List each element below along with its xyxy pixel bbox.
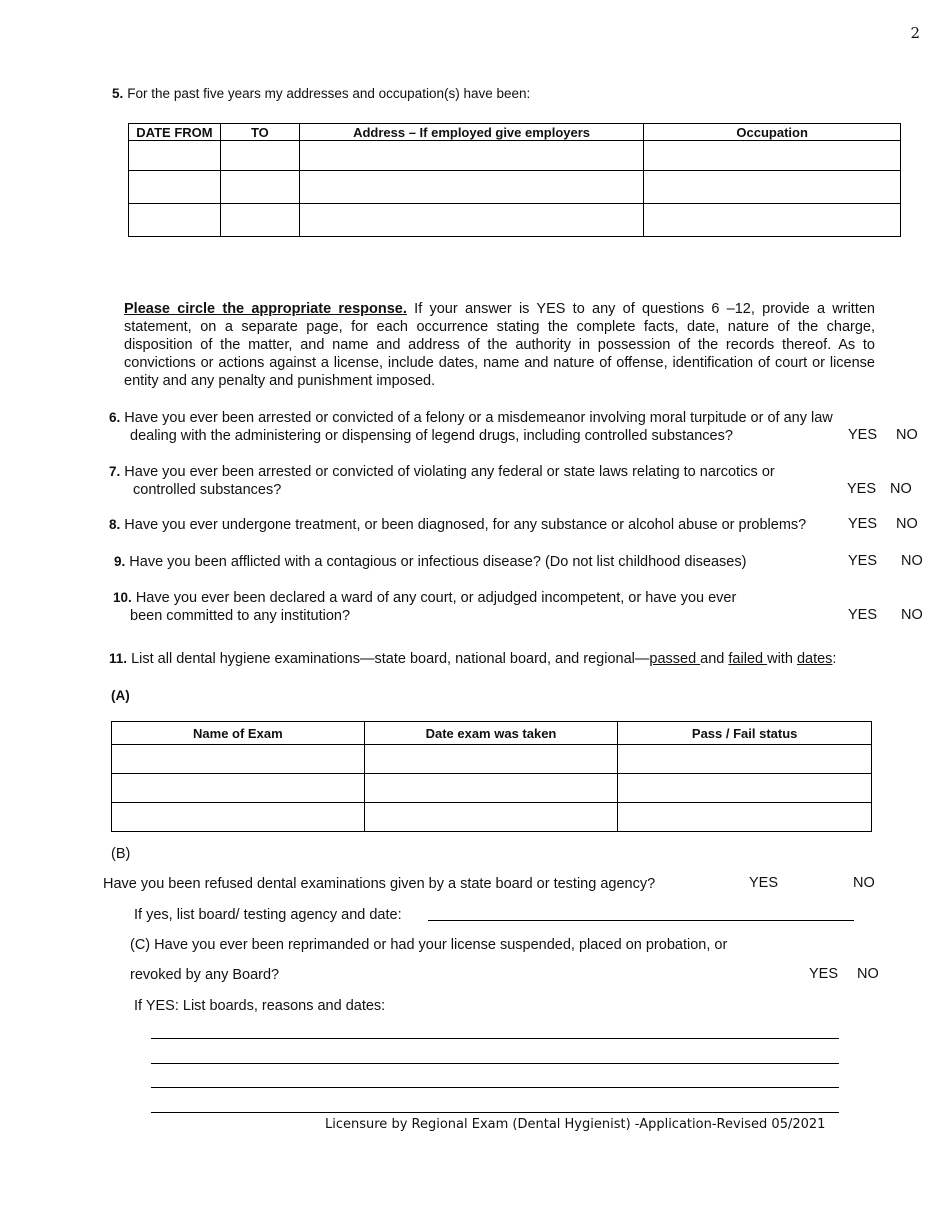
question-number: 5. <box>112 86 124 101</box>
question-text: Have you been afflicted with a contagious or infectious disease? (Do not list childhood diseases) <box>129 554 747 570</box>
part-c-list-label: If YES: List boards, reasons and dates: <box>134 998 386 1014</box>
table-cell[interactable] <box>364 803 618 832</box>
table-cell[interactable] <box>299 204 644 237</box>
col-header-to: TO <box>220 124 299 141</box>
answer-line[interactable] <box>151 1112 839 1113</box>
instructions-body: If your answer is YES to any of questions 6 –12, provide a written statement, on a separate page, for each occurrence stating the complete facts, date, nature of the charge, disposition of the matter, and name and address of the authority in possession of the records thereof. As to convictions or actions against a license, include dates, name and nature of offense, identification of court or license entity and any penalty and punishment imposed. <box>124 301 875 389</box>
table-cell[interactable] <box>618 774 872 803</box>
with-word: with <box>767 651 797 667</box>
table-cell[interactable] <box>618 803 872 832</box>
table-cell[interactable] <box>220 171 299 204</box>
question-7 <box>109 463 775 481</box>
table-cell[interactable] <box>220 141 299 171</box>
col-header-pass-fail: Pass / Fail status <box>618 722 872 745</box>
no-option[interactable]: NO <box>857 966 879 982</box>
question-6 <box>109 409 833 427</box>
page-number: 2 <box>910 24 920 42</box>
no-option[interactable]: NO <box>890 481 912 497</box>
yes-option[interactable]: YES <box>847 481 877 497</box>
no-option[interactable]: NO <box>901 607 923 623</box>
col-header-date-taken: Date exam was taken <box>364 722 618 745</box>
question-number: 10. <box>113 590 132 605</box>
question-5 <box>112 85 530 103</box>
table-cell[interactable] <box>220 204 299 237</box>
part-c-question-line2: revoked by any Board? <box>130 967 280 983</box>
answer-line[interactable] <box>151 1038 839 1039</box>
answer-line[interactable] <box>151 1087 839 1088</box>
question-text: Have you ever undergone treatment, or been diagnosed, for any substance or alcohol abuse or problems? <box>124 517 807 533</box>
yes-option[interactable]: YES <box>749 875 779 891</box>
question-6-line2: dealing with the administering or dispensing of legend drugs, including controlled substances? <box>130 428 733 444</box>
no-option[interactable]: NO <box>896 427 918 443</box>
part-a-label: (A) <box>111 688 130 703</box>
and-word: and <box>700 651 729 667</box>
question-11 <box>109 650 836 668</box>
refused-list-label: If yes, list board/ testing agency and date: <box>134 907 402 923</box>
exam-table <box>111 721 872 832</box>
table-row <box>112 745 872 774</box>
table-cell[interactable] <box>112 745 365 774</box>
refused-question: Have you been refused dental examinations given by a state board or testing agency? <box>103 876 656 892</box>
question-10-line2: been committed to any institution? <box>130 608 351 624</box>
colon: : <box>832 651 837 667</box>
question-8 <box>109 516 806 534</box>
table-cell[interactable] <box>112 774 365 803</box>
yes-option[interactable]: YES <box>848 516 878 532</box>
col-header-address: Address – If employed give employers <box>299 124 644 141</box>
yes-option[interactable]: YES <box>848 427 878 443</box>
no-option[interactable]: NO <box>853 875 875 891</box>
yes-option[interactable]: YES <box>848 607 878 623</box>
table-cell[interactable] <box>618 745 872 774</box>
question-number: 7. <box>109 464 121 479</box>
table-cell[interactable] <box>299 171 644 204</box>
question-10 <box>113 589 736 607</box>
yes-option[interactable]: YES <box>809 966 839 982</box>
address-history-table <box>128 123 901 237</box>
question-text: Have you ever been arrested or convicted of violating any federal or state laws relating to narcotics or <box>124 464 775 480</box>
col-header-exam-name: Name of Exam <box>112 722 365 745</box>
table-cell[interactable] <box>129 141 221 171</box>
instructions-paragraph <box>124 300 875 390</box>
part-b-label: (B) <box>111 846 131 862</box>
table-cell[interactable] <box>129 204 221 237</box>
table-cell[interactable] <box>644 204 901 237</box>
table-row <box>112 803 872 832</box>
question-text: Have you ever been arrested or convicted of a felony or a misdemeanor involving moral turpitude or of any law <box>124 410 833 426</box>
question-text: Have you ever been declared a ward of any court, or adjudged incompetent, or have you ever <box>135 590 737 606</box>
passed-word: passed <box>649 651 701 667</box>
question-number: 6. <box>109 410 121 425</box>
page-footer: Licensure by Regional Exam (Dental Hygienist) -Application-Revised 05/2021 <box>325 1117 826 1132</box>
dates-word: dates <box>796 651 833 667</box>
instructions-lead: Please circle the appropriate response. <box>124 301 407 317</box>
table-row <box>129 171 901 204</box>
table-cell[interactable] <box>129 171 221 204</box>
table-cell[interactable] <box>112 803 365 832</box>
table-row <box>129 141 901 171</box>
col-header-date-from: DATE FROM <box>129 124 221 141</box>
question-9 <box>114 553 746 571</box>
table-cell[interactable] <box>644 171 901 204</box>
answer-line[interactable] <box>151 1063 839 1064</box>
question-7-line2: controlled substances? <box>133 482 282 498</box>
table-cell[interactable] <box>364 774 618 803</box>
table-row <box>112 774 872 803</box>
no-option[interactable]: NO <box>896 516 918 532</box>
table-cell[interactable] <box>644 141 901 171</box>
table-cell[interactable] <box>299 141 644 171</box>
table-row <box>129 204 901 237</box>
question-number: 11. <box>109 651 128 666</box>
yes-option[interactable]: YES <box>848 553 878 569</box>
col-header-occupation: Occupation <box>644 124 901 141</box>
question-text: List all dental hygiene examinations—state board, national board, and regional— <box>131 651 650 667</box>
part-c-question: (C) Have you ever been reprimanded or had your license suspended, placed on probation, or <box>130 937 728 953</box>
refused-answer-line[interactable] <box>428 920 854 921</box>
question-number: 9. <box>114 554 126 569</box>
question-number: 8. <box>109 517 121 532</box>
no-option[interactable]: NO <box>901 553 923 569</box>
table-cell[interactable] <box>364 745 618 774</box>
failed-word: failed <box>728 651 768 667</box>
question-text: For the past five years my addresses and occupation(s) have been: <box>127 86 531 101</box>
